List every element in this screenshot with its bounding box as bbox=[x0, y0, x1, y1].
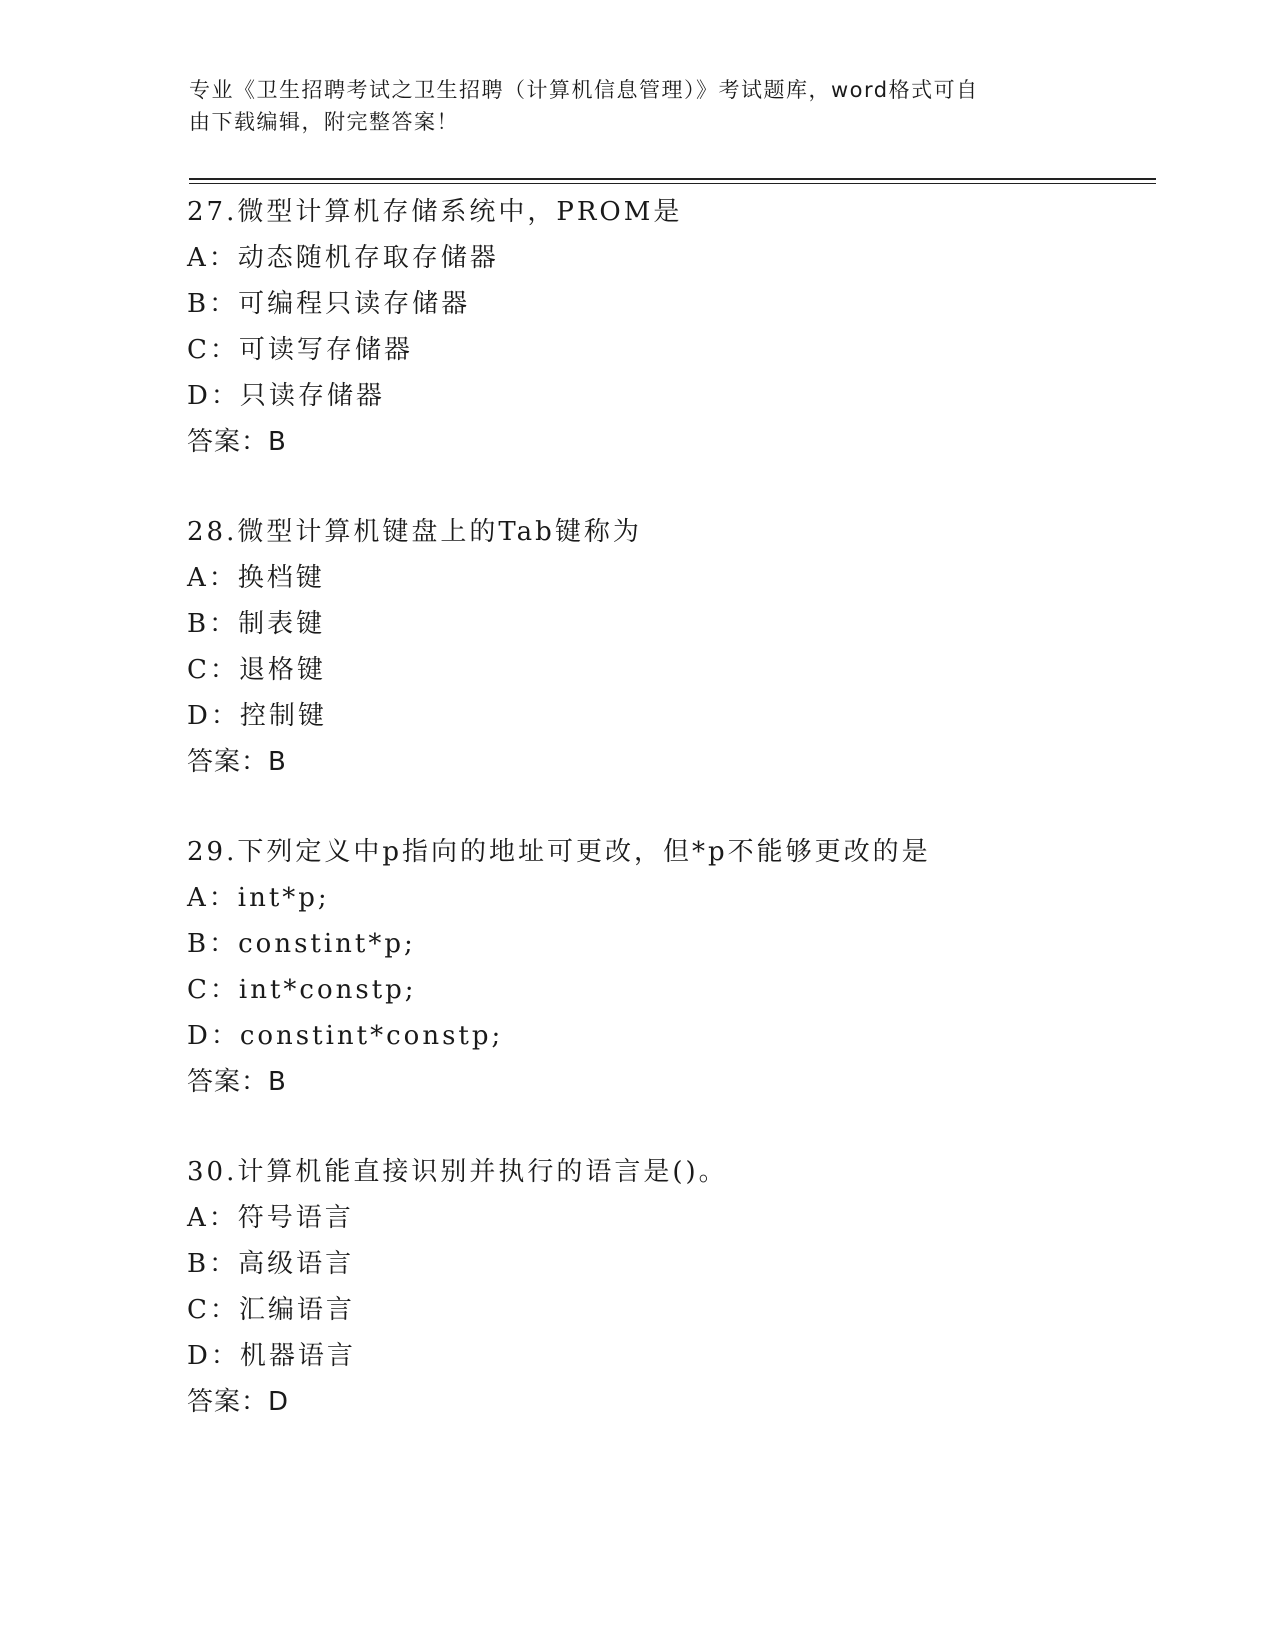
header-divider-thick bbox=[189, 178, 1156, 180]
answer-line: 答案：B bbox=[187, 427, 287, 457]
option-d: D：控制键 bbox=[187, 701, 327, 731]
question-stem: 30.计算机能直接识别并执行的语言是()。 bbox=[187, 1157, 728, 1187]
option-c: C：退格键 bbox=[187, 655, 326, 685]
option-b: B：可编程只读存储器 bbox=[187, 289, 471, 319]
answer-line: 答案：B bbox=[187, 747, 287, 777]
header-divider-thin bbox=[189, 183, 1156, 184]
question-block bbox=[187, 1149, 1147, 1425]
option-a: A：换档键 bbox=[187, 563, 325, 593]
option-c: C：可读写存储器 bbox=[187, 335, 413, 365]
question-block bbox=[187, 509, 1147, 785]
option-d: D：constint*constp; bbox=[187, 1021, 504, 1051]
answer-line: 答案：D bbox=[187, 1387, 290, 1417]
question-block bbox=[187, 829, 1147, 1105]
question-stem: 28.微型计算机键盘上的Tab键称为 bbox=[187, 517, 642, 547]
option-a: A：符号语言 bbox=[187, 1203, 354, 1233]
question-stem: 29.下列定义中p指向的地址可更改，但*p不能够更改的是 bbox=[187, 837, 931, 867]
option-c: C：int*constp; bbox=[187, 975, 417, 1005]
header-line-2: 由下载编辑，附完整答案！ bbox=[189, 110, 459, 134]
option-d: D：只读存储器 bbox=[187, 381, 385, 411]
question-stem: 27.微型计算机存储系统中，PROM是 bbox=[187, 197, 683, 227]
option-b: B：高级语言 bbox=[187, 1249, 355, 1279]
option-b: B：制表键 bbox=[187, 609, 326, 639]
option-a: A：int*p; bbox=[187, 883, 330, 913]
option-a: A：动态随机存取存储器 bbox=[187, 243, 499, 273]
document-header bbox=[189, 74, 1069, 138]
question-block bbox=[187, 189, 1147, 465]
option-d: D：机器语言 bbox=[187, 1341, 356, 1371]
option-b: B：constint*p; bbox=[187, 929, 416, 959]
header-line-1: 专业《卫生招聘考试之卫生招聘（计算机信息管理）》考试题库，word格式可自 bbox=[189, 78, 979, 102]
answer-line: 答案：B bbox=[187, 1067, 287, 1097]
option-c: C：汇编语言 bbox=[187, 1295, 355, 1325]
